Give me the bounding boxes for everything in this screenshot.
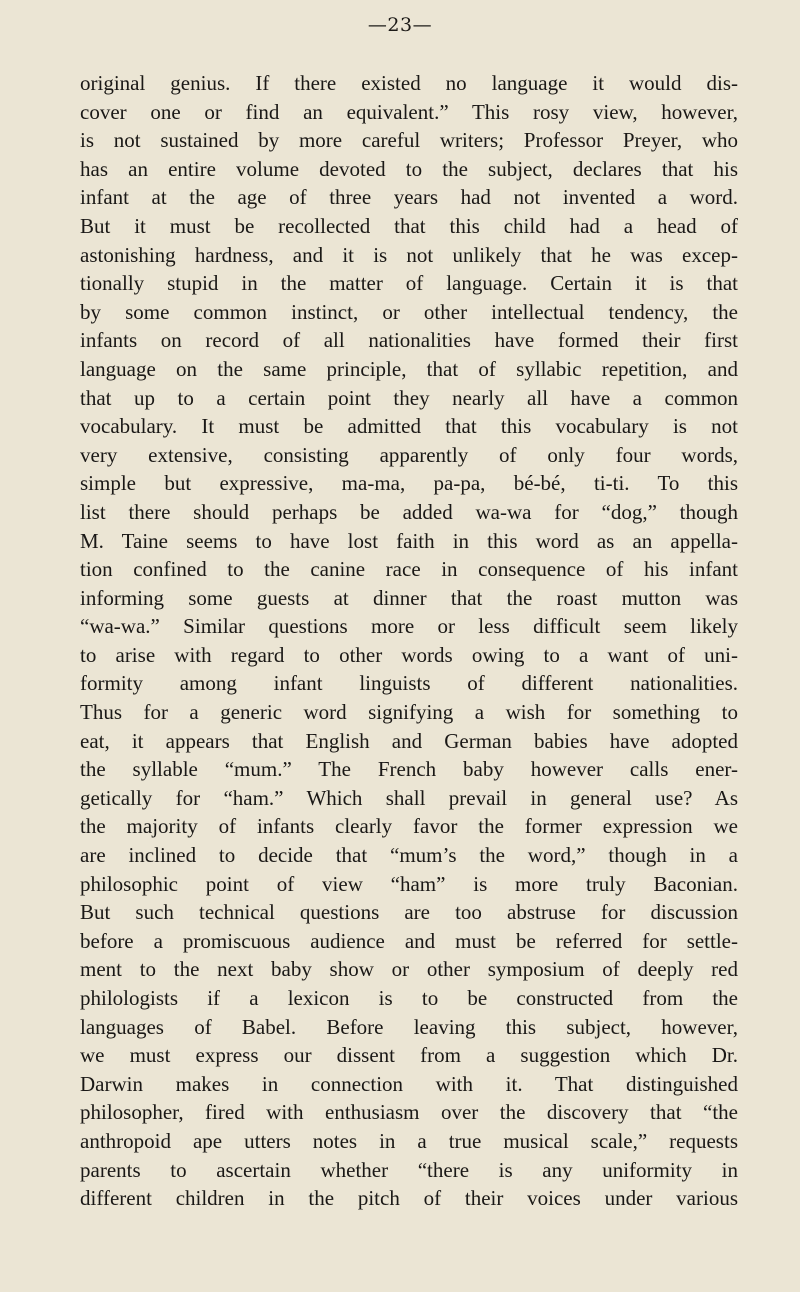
text-line: tionally stupid in the matter of language. Certain it is that [80, 271, 738, 296]
text-line: that up to a certain point they nearly all have a common [80, 385, 738, 410]
text-line: astonishing hardness, and it is not unlikely that he was excep- [80, 242, 738, 267]
text-line: formity among infant linguists of different nationalities. [80, 671, 738, 696]
text-line: different children in the pitch of their voices under various [80, 1186, 738, 1211]
text-line: list there should perhaps be added wa-wa for “dog,” though [80, 499, 738, 524]
text-line: language on the same principle, that of syllabic repetition, and [80, 356, 738, 381]
text-line: we must express our dissent from a suggestion which Dr. [80, 1043, 738, 1068]
text-line: infant at the age of three years had not invented a word. [80, 185, 738, 210]
text-line: Thus for a generic word signifying a wish for something to [80, 700, 738, 725]
text-line: informing some guests at dinner that the roast mutton was [80, 585, 738, 610]
text-line: getically for “ham.” Which shall prevail in general use? As [80, 785, 738, 810]
text-line: before a promiscuous audience and must be referred for settle- [80, 928, 738, 953]
text-line: ment to the next baby show or other symposium of deeply red [80, 957, 738, 982]
text-line: the syllable “mum.” The French baby however calls ener- [80, 757, 738, 782]
text-line: philosopher, fired with enthusiasm over the discovery that “the [80, 1100, 738, 1125]
text-line: is not sustained by more careful writers; Professor Preyer, who [80, 128, 738, 153]
page-number: —23— [367, 14, 433, 36]
text-line: languages of Babel. Before leaving this subject, however, [80, 1014, 738, 1039]
text-line: anthropoid ape utters notes in a true musical scale,” requests [80, 1128, 738, 1153]
text-line: parents to ascertain whether “there is any uniformity in [80, 1157, 738, 1182]
text-line: eat, it appears that English and German babies have adopted [80, 728, 738, 753]
text-line: philosophic point of view “ham” is more truly Baconian. [80, 871, 738, 896]
text-line: to arise with regard to other words owing to a want of uni- [80, 642, 738, 667]
text-line: by some common instinct, or other intellectual tendency, the [80, 299, 738, 324]
text-line: are inclined to decide that “mum’s the word,” though in a [80, 843, 738, 868]
text-line: cover one or find an equivalent.” This rosy view, however, [80, 99, 738, 124]
text-line: simple but expressive, ma-ma, pa-pa, bé-bé, ti-ti. To this [80, 471, 738, 496]
text-line: M. Taine seems to have lost faith in this word as an appella- [80, 528, 738, 553]
text-line: has an entire volume devoted to the subject, declares that his [80, 156, 738, 181]
text-line: tion confined to the canine race in consequence of his infant [80, 557, 738, 582]
text-line: philologists if a lexicon is to be constructed from the [80, 986, 738, 1010]
text-line: But it must be recollected that this child had a head of [80, 213, 738, 238]
text-line: vocabulary. It must be admitted that this vocabulary is not [80, 414, 738, 439]
text-line: infants on record of all nationalities have formed their first [80, 328, 738, 353]
body-text [80, 69, 738, 1213]
text-line: But such technical questions are too abstruse for discussion [80, 900, 738, 925]
text-line: very extensive, consisting apparently of only four words, [80, 442, 738, 467]
text-line: the majority of infants clearly favor the former expression we [80, 814, 738, 839]
text-line: original genius. If there existed no language it would dis- [80, 71, 738, 95]
text-line: Darwin makes in connection with it. That distinguished [80, 1071, 738, 1096]
text-line: “wa-wa.” Similar questions more or less difficult seem likely [80, 614, 738, 639]
